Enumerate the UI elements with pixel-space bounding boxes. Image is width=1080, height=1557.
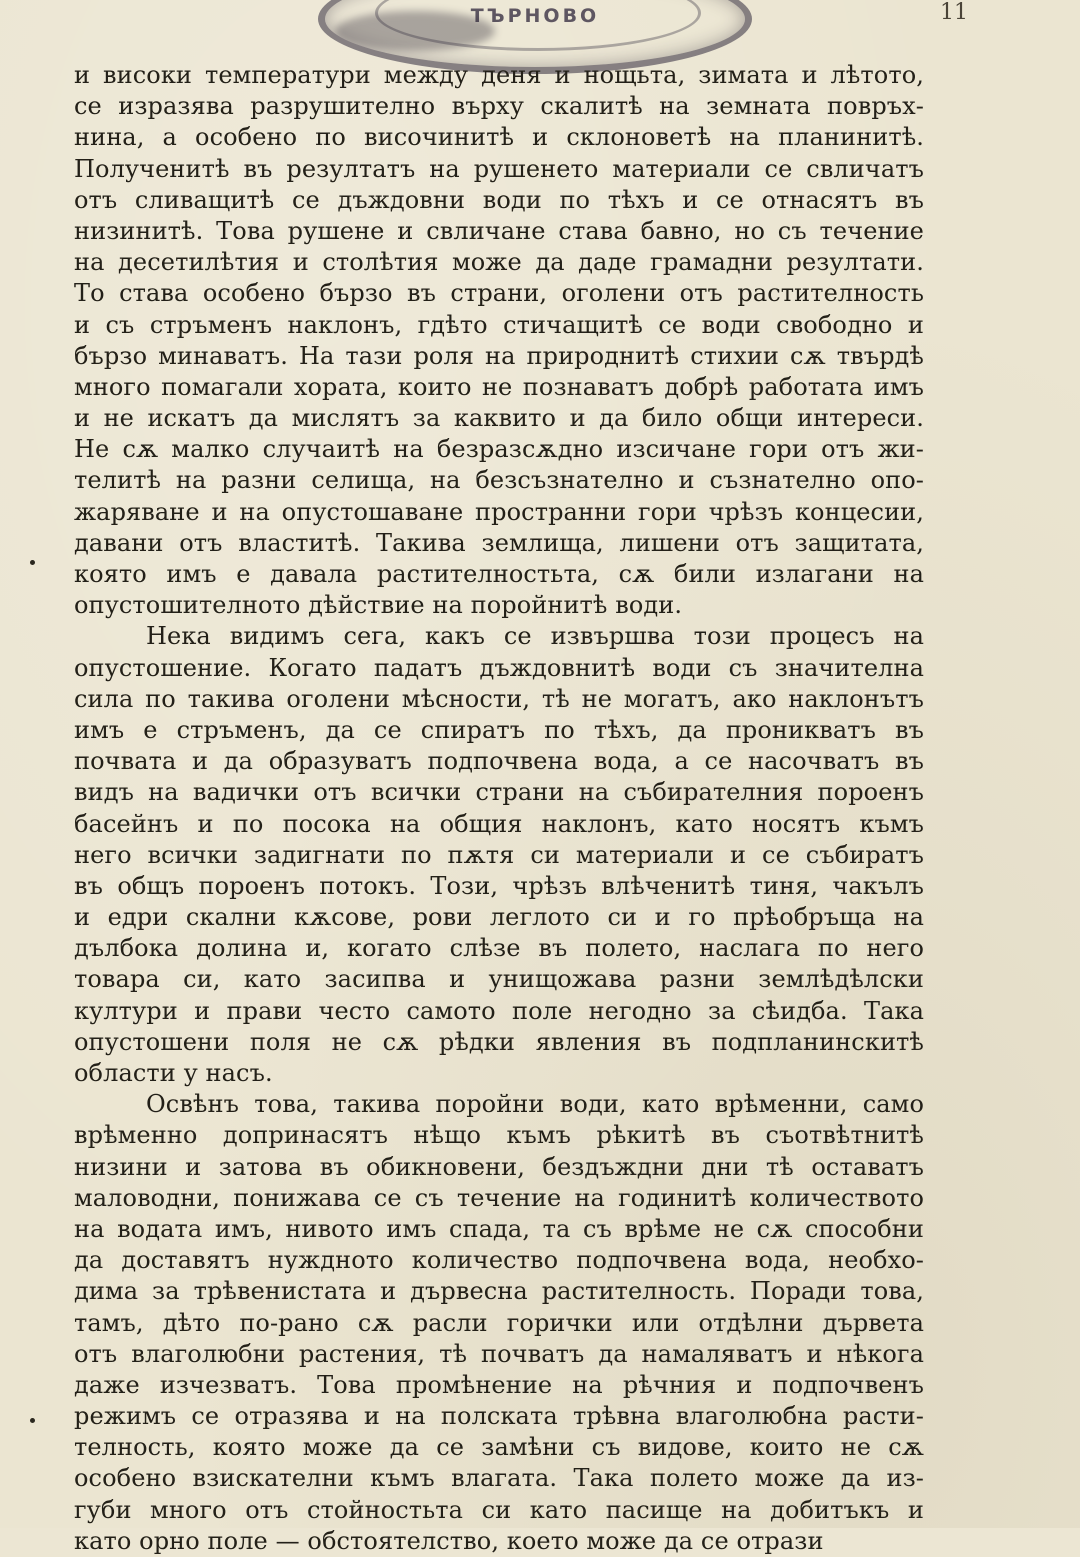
text-line: нина, а особено по височинитѣ и склоноветѣ на планинитѣ. — [74, 123, 924, 152]
text-line: давани отъ властитѣ. Такива землища, лишени отъ защитата, — [74, 528, 924, 557]
text-line: маловодни, понижава се съ течение на годинитѣ количеството — [74, 1183, 924, 1212]
text-line: особено взискателни къмъ влагата. Така полето може да из- — [74, 1464, 924, 1493]
text-line: отъ влаголюбни растения, тѣ почватъ да намаляватъ и нѣкога — [74, 1339, 924, 1368]
text-line: която имъ е давала растителностьта, сѫ били излагани на — [74, 560, 924, 588]
stamp-text: ТЪРНОВО — [470, 5, 600, 27]
text-line: низинитѣ. Това рушене и свличане става бавно, но съ течение — [74, 216, 924, 245]
text-line: басейнъ и по посока на общия наклонъ, като носятъ къмъ — [74, 809, 924, 838]
text-line: области у насъ. — [74, 1059, 273, 1087]
text-line: отъ сливащитѣ се дъждовни води по тѣхъ и се отнасятъ въ — [74, 185, 924, 214]
text-line: него всички задигнати по пѫтя си материали и се събиратъ — [74, 840, 924, 869]
text-line: губи много отъ стойностьта си като пасище на добитъкъ и — [74, 1495, 924, 1524]
text-line: и съ стръменъ наклонъ, гдѣто стичащитѣ се води свободно и — [74, 310, 924, 339]
text-line: опустошени поля не сѫ рѣдки явления въ подпланинскитѣ — [74, 1027, 924, 1056]
text-line: и високи температури между деня и нощьта, зимата и лѣтото, — [74, 61, 924, 89]
text-line: въ общъ пороенъ потокъ. Този, чрѣзъ влѣченитѣ тиня, чакълъ — [74, 871, 924, 900]
text-line: имъ е стръменъ, да се спиратъ по тѣхъ, да проникватъ въ — [74, 715, 924, 744]
text-line: Не сѫ малко случаитѣ на безразсѫдно изсичане гори отъ жи- — [74, 435, 924, 464]
text-line: товара си, като засипва и унищожава разни землѣдѣлски — [74, 965, 924, 994]
paragraph — [74, 1089, 924, 1557]
text-line: Освѣнъ това, такива поройни води, като врѣменни, само — [146, 1090, 924, 1119]
text-line: Полученитѣ въ резултатъ на рушенето материали се свличатъ — [74, 154, 924, 183]
text-line: То става особено бързо въ страни, оголени отъ растителность — [74, 279, 924, 308]
text-line: много помагали хората, които не познаватъ добрѣ работата имъ — [74, 372, 924, 401]
text-line: даже изчезватъ. Това промѣнение на рѣчния и подпочвенъ — [74, 1370, 924, 1399]
text-line: и не искатъ да мислятъ за каквито и да било общи интереси. — [74, 404, 924, 433]
text-line: бързо минаватъ. На тази роля на природнитѣ стихии сѫ твърдѣ — [74, 341, 924, 370]
text-line: дълбока долина и, когато слѣзе въ полето, наслага по него — [74, 934, 924, 963]
text-line: на водата имъ, нивото имъ спада, та съ врѣме не сѫ способни — [74, 1214, 924, 1243]
speck-mark — [30, 560, 35, 565]
text-line: Нека видимъ сега, какъ се извършва този процесъ на — [146, 622, 924, 651]
text-line: телитѣ на разни селища, на безсъзнателно и съзнателно опо- — [74, 466, 924, 495]
text-line: да доставятъ нуждното количество подпочвена вода, необхо- — [74, 1246, 924, 1275]
paragraph — [74, 621, 924, 1089]
text-line: режимъ се отразява и на полската трѣвна влаголюбна расти- — [74, 1402, 924, 1431]
text-line: тамъ, дѣто по-рано сѫ расли горички или отдѣлни дървета — [74, 1308, 924, 1337]
text-line: жаряване и на опустошаване пространни гори чрѣзъ концесии, — [74, 497, 924, 526]
text-line: култури и прави често самото поле негодно за сѣидба. Така — [74, 996, 924, 1025]
text-line: като орно поле — обстоятелство, което може да се отрази — [74, 1526, 824, 1555]
text-line: на десетилѣтия и столѣтия може да даде грамадни резултати. — [74, 248, 924, 277]
text-line: почвата и да образуватъ подпочвена вода, а се насочватъ въ — [74, 747, 924, 776]
text-line: се изразява разрушително върху скалитѣ на земната повръх- — [74, 92, 924, 121]
text-line: сила по такива оголени мѣсности, тѣ не могатъ, ако наклонътъ — [74, 684, 924, 713]
text-line: опустошение. Когато падатъ дъждовнитѣ води съ значителна — [74, 653, 924, 682]
text-line: и едри скални кѫсове, рови леглото си и го прѣобръща на — [74, 903, 924, 932]
text-line: низини и затова въ обикновени, бездъждни дни тѣ оставатъ — [74, 1152, 924, 1181]
text-line: дима за трѣвенистата и дървесна растителность. Поради това, — [74, 1277, 924, 1306]
text-line: опустошителното дѣйствие на поройнитѣ води. — [74, 591, 683, 620]
text-line: телность, която може да се замѣни съ видове, които не сѫ — [74, 1433, 924, 1462]
speck-mark — [30, 1418, 35, 1423]
text-line: видъ на вадички отъ всички страни на събирателния пороенъ — [74, 778, 924, 807]
text-line: врѣменно допринасятъ нѣщо къмъ рѣкитѣ въ съотвѣтнитѣ — [74, 1121, 924, 1150]
page-number: 11 — [940, 0, 968, 25]
paragraph — [74, 60, 924, 621]
body-text — [74, 60, 924, 1557]
